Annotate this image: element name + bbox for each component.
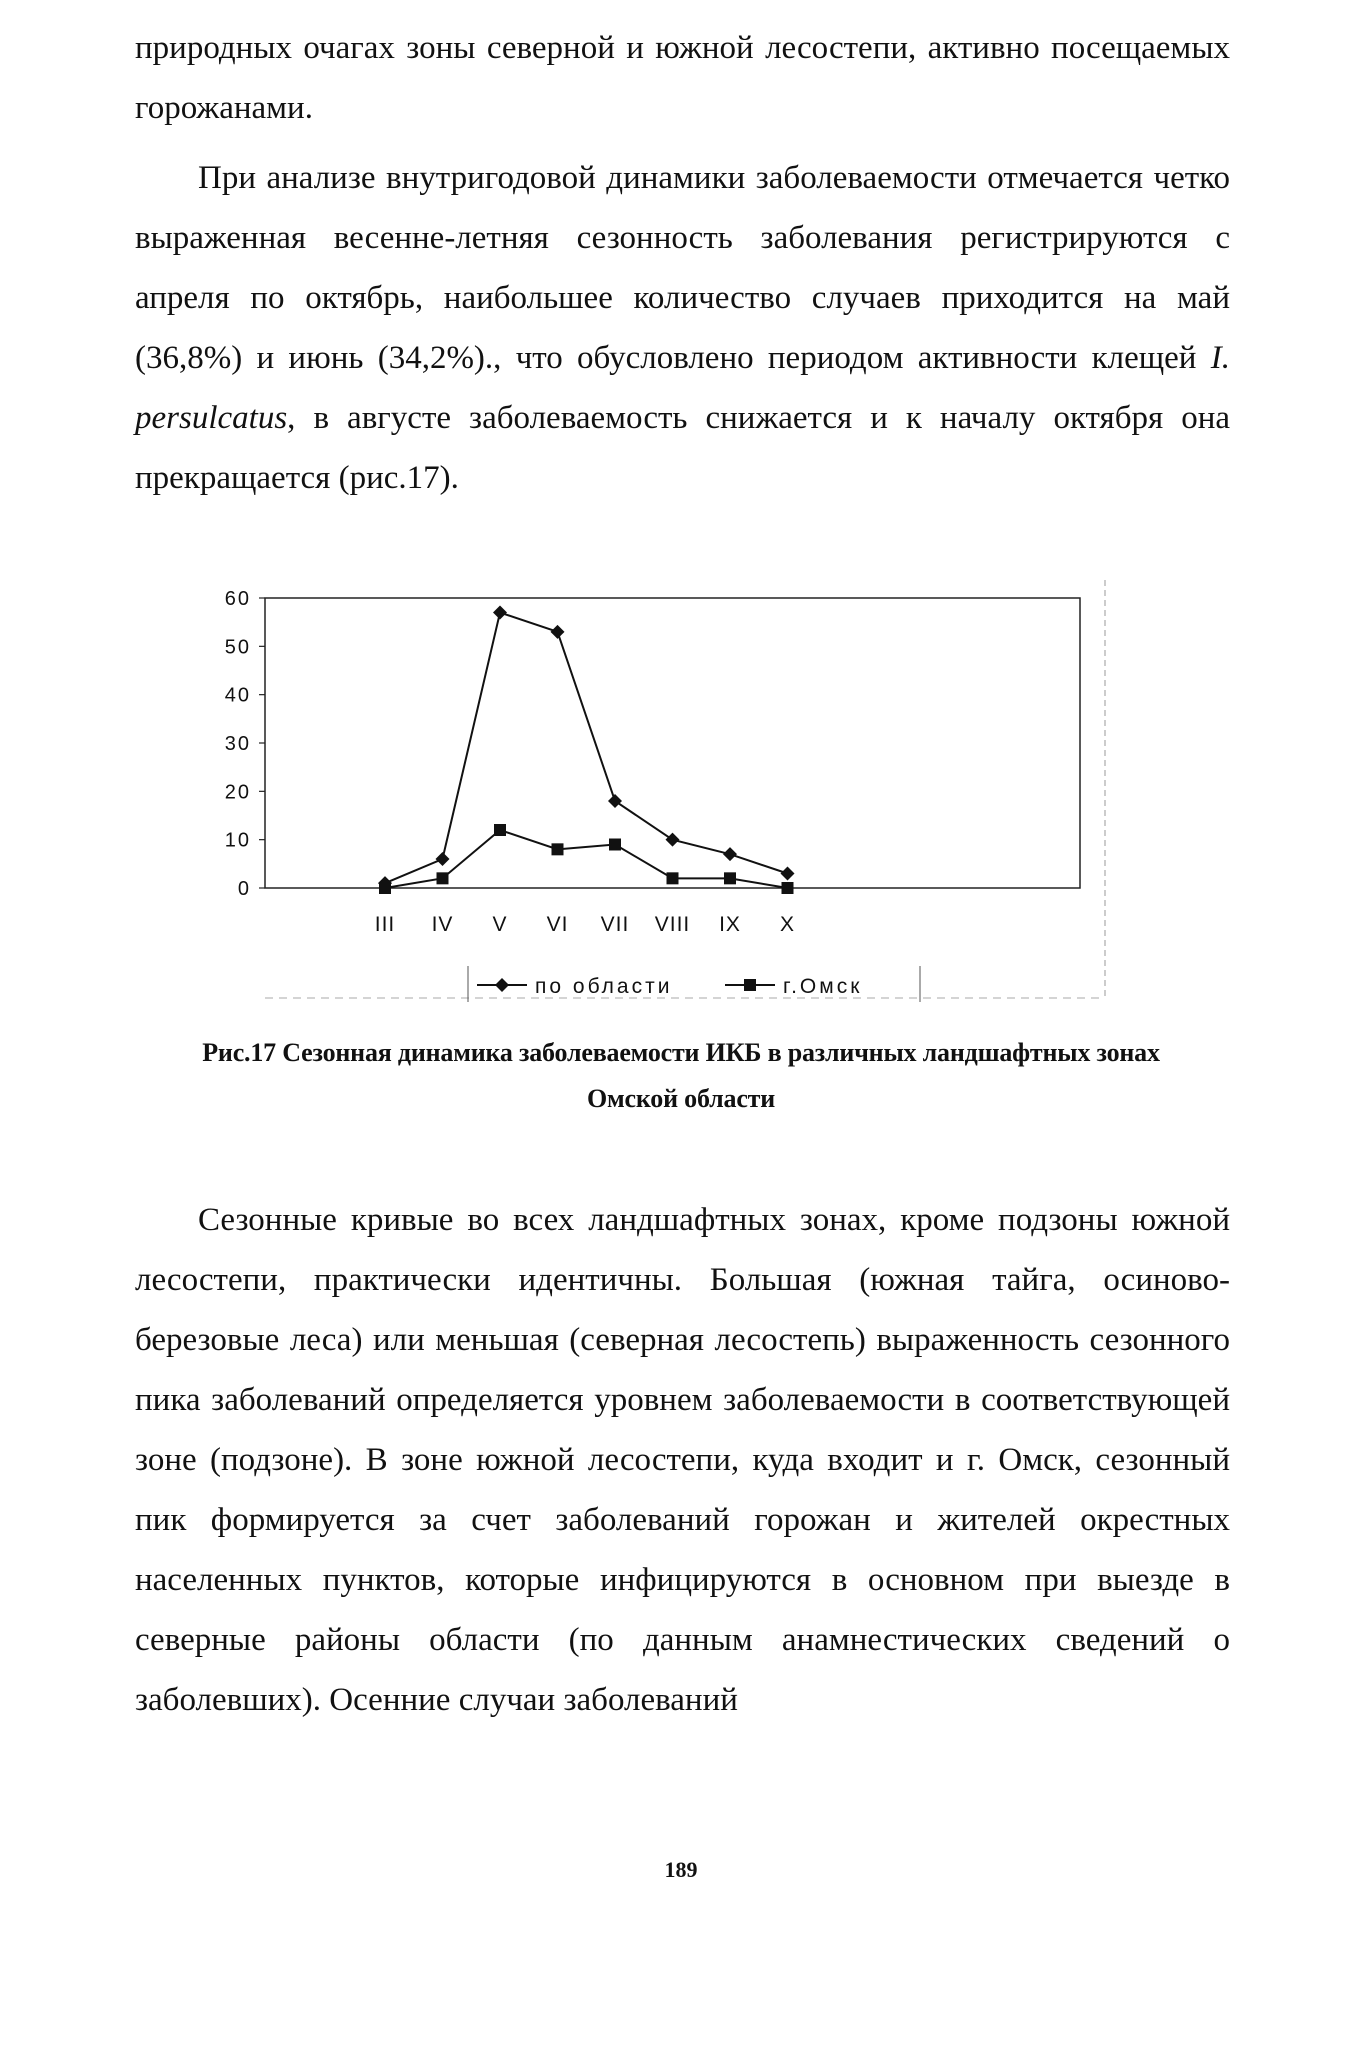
caption-line-1: Рис.17 Сезонная динамика заболеваемости ИКБ в различных ландшафтных зонах <box>202 1038 1160 1067</box>
x-axis-ticks <box>375 913 795 936</box>
caption-line-2: Омской области <box>586 1084 776 1113</box>
series-omsk-point <box>494 824 506 836</box>
line-chart <box>225 580 1115 1020</box>
series-oblast-point <box>666 833 680 847</box>
figure-caption <box>120 1030 1242 1122</box>
series-oblast-point <box>723 847 737 861</box>
paragraph-text-part1: При анализе внутригодовой динамики заболеваемости отмечается четко выраженная весенне-летняя сезонность заболевания регистрируются с апреля по октябрь, наибольшее количество случаев приходится на май (36,8%) и июнь (34,2%)., что обусловлено периодом активности клещей <box>135 160 1230 376</box>
y-tick-label: 20 <box>225 781 251 804</box>
series-omsk-point <box>782 882 794 894</box>
series-omsk-point <box>437 872 449 884</box>
x-tick-label: III <box>374 913 396 936</box>
series-omsk-point <box>609 839 621 851</box>
y-tick-label: 60 <box>225 588 251 610</box>
series-oblast-point <box>551 625 565 639</box>
paragraph-text: Сезонные кривые во всех ландшафтных зонах, кроме подзоны южной лесостепи, практически идентичны. Большая (южная тайга, осиново-березовые леса) или меньшая (северная лесостепь) выраженность сезонного пика заболеваний определяется уровнем заболеваемости в соответствующей зоне (подзоне). В зоне южной лесостепи, куда входит и г. Омск, сезонный пик формируется за счет заболеваний горожан и жителей окрестных населенных пунктов, которые инфицируются в основном при выезде в северные районы области (по данным анамнестических сведений о заболевших). Осенние случаи заболеваний <box>135 1202 1230 1718</box>
series-oblast-point <box>608 794 622 808</box>
legend-omsk-label: г.Омск <box>783 975 863 998</box>
series-oblast-line <box>385 613 788 884</box>
y-axis-ticks <box>225 588 265 900</box>
series-omsk-point <box>667 872 679 884</box>
legend-oblast-marker <box>495 978 509 992</box>
paragraph-text-part2: , в августе заболеваемость снижается и к началу октября она прекращается (рис.17). <box>135 400 1230 496</box>
y-tick-label: 40 <box>225 684 251 707</box>
x-tick-label: IX <box>719 913 741 936</box>
series-oblast-point <box>493 606 507 620</box>
y-tick-label: 30 <box>225 733 251 755</box>
legend-omsk-marker <box>744 979 756 991</box>
series-layer <box>378 606 795 895</box>
series-omsk-point <box>379 882 391 894</box>
series-omsk-point <box>552 843 564 855</box>
body-paragraph-seasonal-curves <box>135 1190 1230 1730</box>
x-tick-label: IV <box>431 913 454 936</box>
x-tick-label: VII <box>600 913 630 936</box>
y-tick-label: 50 <box>225 636 251 659</box>
series-oblast-point <box>781 867 795 881</box>
body-paragraph-seasonality <box>135 148 1230 508</box>
x-tick-label: V <box>492 913 508 936</box>
paragraph-text-seasonality <box>135 148 1230 508</box>
y-tick-label: 10 <box>225 829 251 852</box>
paragraph-text: природных очагах зоны северной и южной лесостепи, активно посещаемых горожанами. <box>135 30 1230 126</box>
figure-17-chart <box>225 580 1115 1020</box>
legend-oblast-label: по области <box>535 975 673 998</box>
x-tick-label: X <box>779 913 796 936</box>
chart-legend <box>468 966 920 1002</box>
body-paragraph-continued <box>135 18 1230 138</box>
page-number: 189 <box>664 1857 698 1882</box>
x-tick-label: VIII <box>654 913 691 936</box>
series-omsk-point <box>724 872 736 884</box>
species-name: I. persulcatus <box>135 340 1230 436</box>
y-tick-label: 0 <box>237 878 251 900</box>
series-oblast-point <box>436 852 450 866</box>
x-tick-label: VI <box>546 913 569 936</box>
